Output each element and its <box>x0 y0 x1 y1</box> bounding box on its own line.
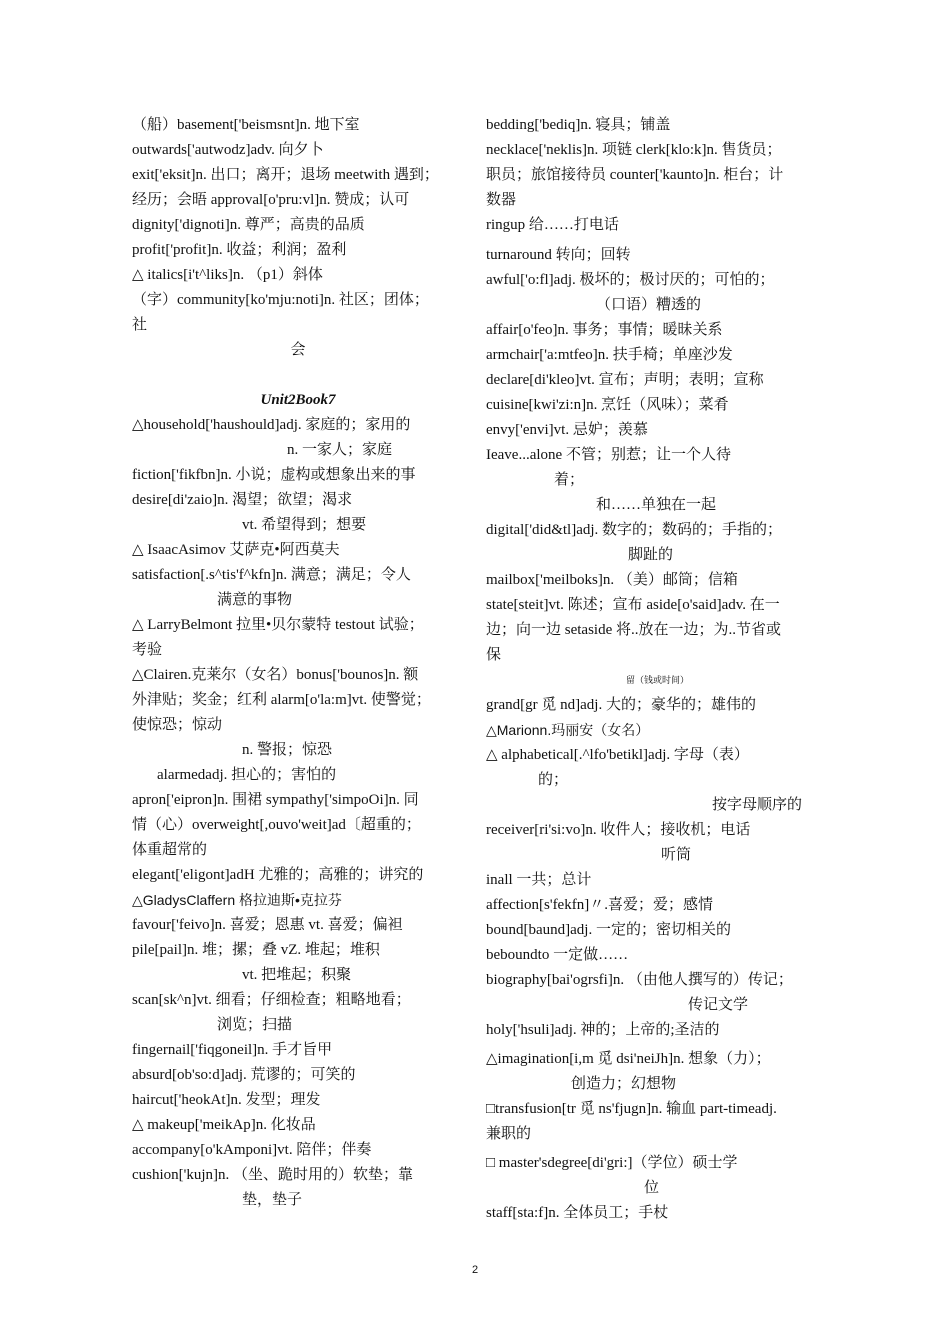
vocab-line: outwards['autwodz]adv. 向夕卜 <box>132 142 324 158</box>
vocab-line: state[steit]vt. 陈述；宣布 aside[o'said]adv. 在一 <box>486 597 780 613</box>
vocab-line: 体重超常的 <box>132 842 208 858</box>
vocab-line: grand[gr 觅 nd]adj. 大的；豪华的；雄伟的 <box>486 697 756 713</box>
vocab-line: 满意的事物 <box>217 592 293 608</box>
vocab-line: dignity['dignoti]n. 尊严；高贵的品质 <box>132 217 365 233</box>
vocab-line: satisfaction[.s^tis'f^kfn]n. 满意；满足；令人 <box>132 567 411 583</box>
vocab-line: 外津贴；奖金；红利 alarm[o'la:m]vt. 使警觉； <box>132 692 431 708</box>
vocab-line: 职员；旅馆接待员 counter['kaunto]n. 柜台；计 <box>486 167 784 183</box>
vocab-line: 经历；会晤 approval[o'pru:vl]n. 赞成；认可 <box>132 192 410 208</box>
vocab-line: 浏览；扫描 <box>217 1017 293 1033</box>
right-column <box>486 113 821 1226</box>
vocab-line: exit['eksit]n. 出口；离开；退场 meetwith 遇到； <box>132 167 439 183</box>
vocab-line: receiver[ri'si:vo]n. 收件人；接收机；电话 <box>486 822 751 838</box>
vocab-line: 传记文学 <box>688 997 749 1013</box>
vocab-line: vt. 把堆起；积聚 <box>242 967 352 983</box>
vocab-line: awful['o:fl]adj. 极坏的；极讨厌的；可怕的； <box>486 272 775 288</box>
vocab-line: elegant['eligont]adH 尤雅的；高雅的；讲究的 <box>132 867 424 883</box>
vocab-line: turnaround 转向；回转 <box>486 247 631 263</box>
unit-title: Unit2Book7 <box>260 392 336 408</box>
vocab-line: affection[s'fekfn]〃.喜爱；爱；感情 <box>486 897 713 913</box>
vocab-line: holy['hsuli]adj. 神的；上帝的;圣洁的 <box>486 1022 720 1038</box>
vocab-line: pile[pail]n. 堆；摞；叠 vZ. 堆起；堆积 <box>132 942 380 958</box>
vocab-line: △imagination[i,m 觅 dsi'neiJh]n. 想象（力）； <box>486 1051 771 1067</box>
vocab-line: bound[baund]adj. 一定的；密切相关的 <box>486 922 731 938</box>
vocab-line: accompany[o'kAmponi]vt. 陪伴；伴奏 <box>132 1142 372 1158</box>
vocab-line: affair[o'feo]n. 事务；事情；暖昧关系 <box>486 322 723 338</box>
vocab-line: 着； <box>554 472 585 488</box>
vocab-line: profit['profit]n. 收益；利润；盈利 <box>132 242 347 258</box>
vocab-line: armchair['a:mtfeo]n. 扶手椅；单座沙发 <box>486 347 733 363</box>
vocab-line: digital['did&tl]adj. 数字的；数码的；手指的； <box>486 522 783 538</box>
vocab-line: 脚趾的 <box>628 547 674 563</box>
vocab-line: △ alphabetical[.^lfo'betikl]adj. 字母（表） <box>486 747 749 763</box>
vocab-line: 创造力；幻想物 <box>571 1076 677 1092</box>
vocab-line: △Marionn.玛丽安（女名） <box>486 722 650 738</box>
vocab-line: n. 警报；惊恐 <box>242 742 333 758</box>
vocab-line: △ makeup['meikAp]n. 化妆品 <box>132 1117 316 1133</box>
vocab-line: beboundto 一定做…… <box>486 947 629 963</box>
vocab-line: 使惊恐；惊动 <box>132 717 223 733</box>
vocab-line: biography[bai'ogrsfi]n. （由他人撰写的）传记； <box>486 972 793 988</box>
vocab-line: □ master'sdegree[di'gri:]（学位）硕士学 <box>486 1155 738 1171</box>
vocab-line: △Clairen.克莱尔（女名）bonus['bounos]n. 额 <box>132 667 419 683</box>
vocab-line: bedding['bediq]n. 寝具；铺盖 <box>486 117 671 133</box>
vocab-line: declare[di'kleo]vt. 宣布；声明；表明；宣称 <box>486 372 764 388</box>
vocab-line: 按字母顺序的 <box>712 797 803 813</box>
vocab-line: 和……单独在一起 <box>596 497 717 513</box>
vocab-line: cushion['kujn]n. （坐、跪时用的）软垫；靠 <box>132 1167 414 1183</box>
vocab-line: desire[di'zaio]n. 渴望；欲望；渴求 <box>132 492 353 508</box>
vocab-line: 社 <box>132 317 148 333</box>
vocab-line: （船）basement['beismsnt]n. 地下室 <box>132 117 360 133</box>
vocab-line: staff[sta:f]n. 全体员工；手杖 <box>486 1205 669 1221</box>
vocab-line: cuisine[kwi'zi:n]n. 烹饪（风味）；菜肴 <box>486 397 729 413</box>
vocab-line: haircut['heokAt]n. 发型；理发 <box>132 1092 321 1108</box>
vocab-line: mailbox['meilboks]n. （美）邮筒；信箱 <box>486 572 738 588</box>
vocab-line: apron['eipron]n. 围裙 sympathy['simpoOi]n. 同 <box>132 792 419 808</box>
vocab-line: （口语）糟透的 <box>596 297 702 313</box>
vocab-line: △ IsaacAsimov 艾萨克•阿西莫夫 <box>132 542 340 558</box>
vocab-line: 考验 <box>132 642 163 658</box>
vocab-line: absurd[ob'so:d]adj. 荒谬的；可笑的 <box>132 1067 356 1083</box>
spacer <box>132 363 464 388</box>
vocab-line: 留（钱或时间） <box>626 675 690 685</box>
vocab-line: □transfusion[tr 觅 ns'fjugn]n. 输血 part-timeadj. <box>486 1101 777 1117</box>
vocab-line: 垫，垫子 <box>242 1192 303 1208</box>
vocab-line: fingernail['fiqgoneil]n. 手才旨甲 <box>132 1042 333 1058</box>
vocab-line: （字）community[ko'mju:noti]n. 社区；团体； <box>132 292 429 308</box>
vocab-line: 位 <box>644 1180 660 1196</box>
vocab-line: 数器 <box>486 192 517 208</box>
vocab-line: △ italics[i't^liks]n. （p1）斜体 <box>132 267 323 283</box>
page-number: 2 <box>471 1264 479 1276</box>
vocab-line: inall 一共；总计 <box>486 872 592 888</box>
vocab-line: n. 一家人；家庭 <box>287 442 393 458</box>
vocab-line: fiction['fikfbn]n. 小说；虚构或想象出来的事 <box>132 467 416 483</box>
vocab-line: △ LarryBelmont 拉里•贝尔蒙特 testout 试验； <box>132 617 424 633</box>
vocab-line: necklace['neklis]n. 项链 clerk[klo:k]n. 售货员； <box>486 142 782 158</box>
vocab-line: 听筒 <box>661 847 692 863</box>
vocab-line: alarmedadj. 担心的；害怕的 <box>157 767 337 783</box>
vocab-line: 边；向一边 setaside 将..放在一边；为..节省或 <box>486 622 781 638</box>
vocab-line: 保 <box>486 647 502 663</box>
vocab-line: favour['feivo]n. 喜爱；恩惠 vt. 喜爱；偏袒 <box>132 917 403 933</box>
vocab-line: scan[sk^n]vt. 细看；仔细检查；粗略地看； <box>132 992 411 1008</box>
vocab-line: 兼职的 <box>486 1126 532 1142</box>
left-column <box>132 113 464 1213</box>
vocab-line: ringup 给……打电话 <box>486 217 619 233</box>
vocab-line: envy['envi]vt. 忌妒；羡慕 <box>486 422 648 438</box>
vocab-line: vt. 希望得到；想要 <box>242 517 367 533</box>
vocab-line: △household['haushould]adj. 家庭的；家用的 <box>132 417 411 433</box>
vocab-line: 会 <box>290 342 306 358</box>
vocab-line: △GladysClaffern 格拉迪斯•克拉芬 <box>132 892 342 908</box>
vocab-line: 情（心）overweight[,ouvo'weit]ad〔超重的； <box>132 817 421 833</box>
vocab-line: 的； <box>538 772 569 788</box>
vocab-line: Ieave...alone 不管；别惹；让一个人待 <box>486 447 731 463</box>
